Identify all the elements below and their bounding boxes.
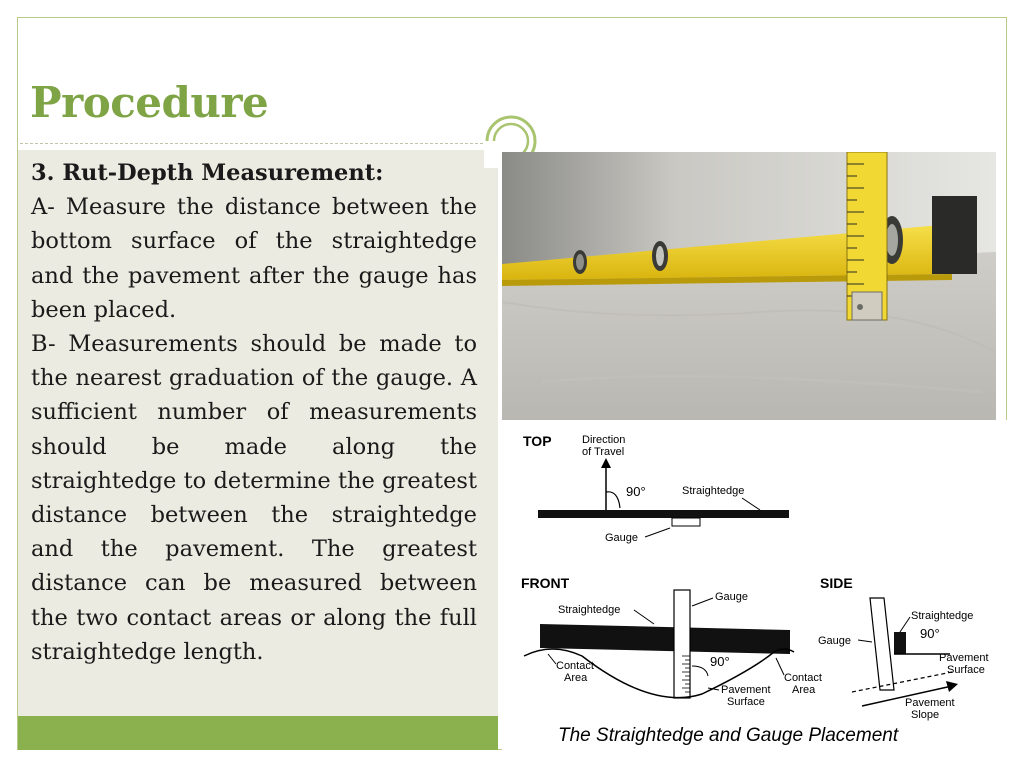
top-direction-line2: of Travel [582,446,625,458]
paragraph-b: B- Measurements should be made to the nearest graduation of the gauge. A sufficient number of measurements should be made along the straightedge to determine the greatest distance between the straightedge and the pavement. The greatest distance can be measured between the two contact areas or along the full straightedge length. [31,331,477,665]
accent-bar [18,716,498,750]
front-gauge-label: Gauge [715,591,749,603]
slide-title: Procedure [30,78,269,127]
title-divider [20,143,498,144]
front-pavement-line2: Surface [727,696,765,708]
body-text [31,156,477,669]
top-gauge [672,518,700,526]
front-contact-left-line1: Contact [556,660,594,672]
front-title: FRONT [521,575,570,591]
front-straightedge-label: Straightedge [558,604,621,616]
top-straightedge [538,510,789,518]
side-angle: 90° [920,626,940,641]
side-straightedge-label: Straightedge [911,610,974,622]
diagram-caption: The Straightedge and Gauge Placement [558,725,899,746]
front-angle: 90° [710,654,730,669]
side-gauge [870,598,894,690]
side-title: SIDE [820,575,853,591]
section-heading: 3. Rut-Depth Measurement: [31,160,384,186]
top-angle: 90° [626,484,646,499]
side-gauge-label: Gauge [818,635,852,647]
side-straightedge [894,632,906,654]
front-contact-right-line1: Contact [784,672,822,684]
top-straightedge-label: Straightedge [682,485,745,497]
front-pavement-line1: Pavement [721,684,771,696]
side-pavement-slope-line1: Pavement [905,697,955,709]
side-pavement-surface-line2: Surface [947,664,985,676]
front-straightedge [540,624,790,654]
top-title: TOP [523,433,552,449]
placement-diagram [502,420,1007,750]
straightedge-photo [502,152,996,420]
front-contact-right-line2: Area [792,684,816,696]
paragraph-a: A- Measure the distance between the bottom surface of the straightedge and the pavement after the gauge has been placed. [31,194,477,323]
side-pavement-slope-line2: Slope [911,709,940,721]
side-pavement-surface-line1: Pavement [939,652,989,664]
front-gauge [674,590,690,698]
front-contact-left-line2: Area [564,672,588,684]
top-direction-line1: Direction [582,434,626,446]
top-gauge-label: Gauge [605,532,639,544]
